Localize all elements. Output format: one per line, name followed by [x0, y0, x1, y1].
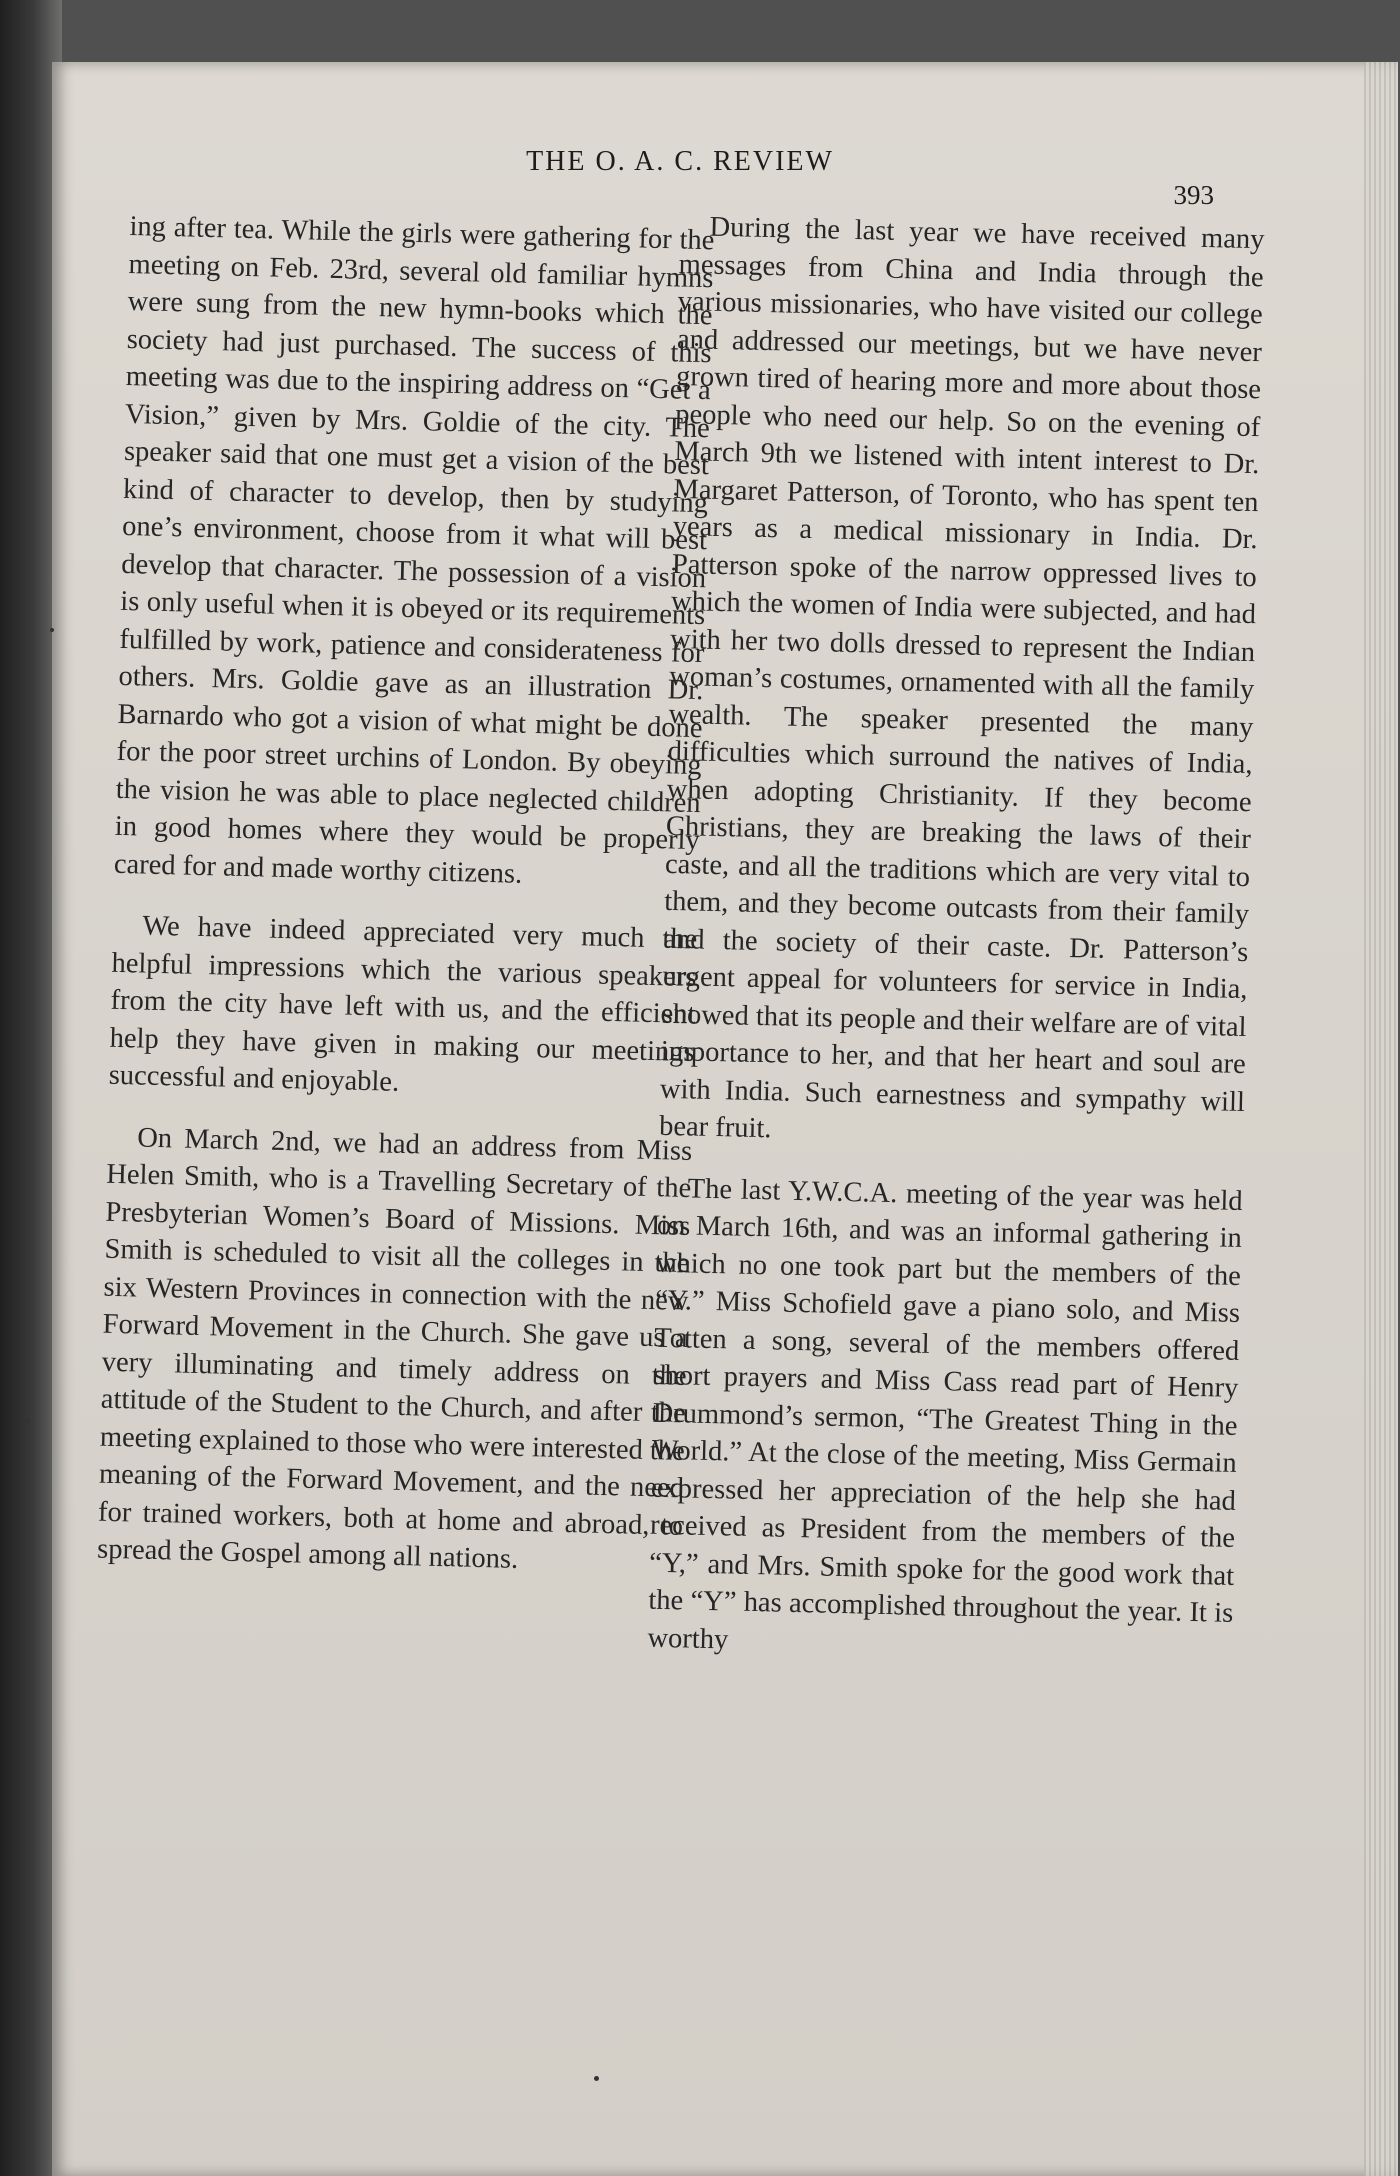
right-text-column [647, 208, 1265, 1694]
running-title: THE O. A. C. REVIEW [526, 146, 834, 177]
page-number: 393 [1173, 180, 1214, 210]
ink-speck [24, 1418, 30, 1424]
paragraph: During the last year we have received many messages from China and India through the various missionaries, who have visited our college and addressed our meetings, but we have never grown tired of hearing more and more about those people who need our help. So on the evening of March 9th we listened with intent interest to Dr. Margaret Patterson, of Toronto, who has spent ten years as a medical missionary in India. Dr. Patterson spoke of the narrow oppressed lives to which the women of India were subjected, and had with her two dolls dressed to represent the Indian woman’s costumes, ornamented with all the family wealth. The speaker presented the many difficulties which surround the natives of India, when adopting Christianity. If they become Christians, they are breaking the laws of their caste, and all the traditions which are very vital to them, and they become outcasts from their family and the society of their caste. Dr. Patterson’s urgent appeal for volunteers for service in India, showed that its people and their welfare are of vital importance to her, and that her heart and soul are with India. Such earnestness and sympathy will bear fruit. [658, 211, 1265, 1145]
paragraph: We have indeed appreciated very much the helpful impressions which the various speakers from the city have left with us, and the efficient help they have given in making our meetings successful and enjoyable. [108, 910, 698, 1098]
ink-speck [50, 628, 54, 632]
paragraph: On March 2nd, we had an address from Miss Helen Smith, who is a Travelling Secretary of the Presbyterian Women’s Board of Missions. Miss Smith is scheduled to visit all the colleges in the six Western Provinces in connection with the new Forward Movement in the Church. She gave us a very illuminating and timely address on the attitude of the Student to the Church, and after the meeting explained to those who were interested the meaning of the Forward Movement, and the need for trained workers, both at home and abroad, to spread the Gospel among all nations. [96, 1121, 693, 1575]
paragraph: The last Y.W.C.A. meeting of the year was held on March 16th, and was an informal gathering in which no one took part but the members of the “Y.” Miss Schofield gave a piano solo, and Miss Totten a song, several of the members offered short prayers and Miss Cass read part of Henry Drummond’s sermon, “The Greatest Thing in the World.” At the close of the meeting, Miss Germain expressed her appreciation of the help she had received as President from the members of the “Y,” and Mrs. Smith spoke for the good work that the “Y” has accomplished throughout the year. It is worthy [647, 1172, 1243, 1655]
page-edge-stack [1364, 62, 1398, 2176]
left-text-column [96, 208, 715, 1606]
ink-speck [594, 2076, 599, 2081]
paragraph: ing after tea. While the girls were gathering for the meeting on Feb. 23rd, several old familiar hymns were sung from the new hymn-books which the society had just purchased. The success of this meeting was due to the inspiring address on “Get a Vision,” given by Mrs. Goldie of the city. The speaker said that one must get a vision of the best kind of character to develop, then by studying one’s environment, choose from it what will best develop that character. The possession of a vision is only useful when it is obeyed or its requirements fulfilled by work, patience and considerateness for others. Mrs. Goldie gave as an illustration Dr. Barnardo who got a vision of what might be done for the poor street urchins of London. By obeying the vision he was able to place neglected children in good homes where they would be properly cared for and made worthy citizens. [113, 210, 715, 890]
